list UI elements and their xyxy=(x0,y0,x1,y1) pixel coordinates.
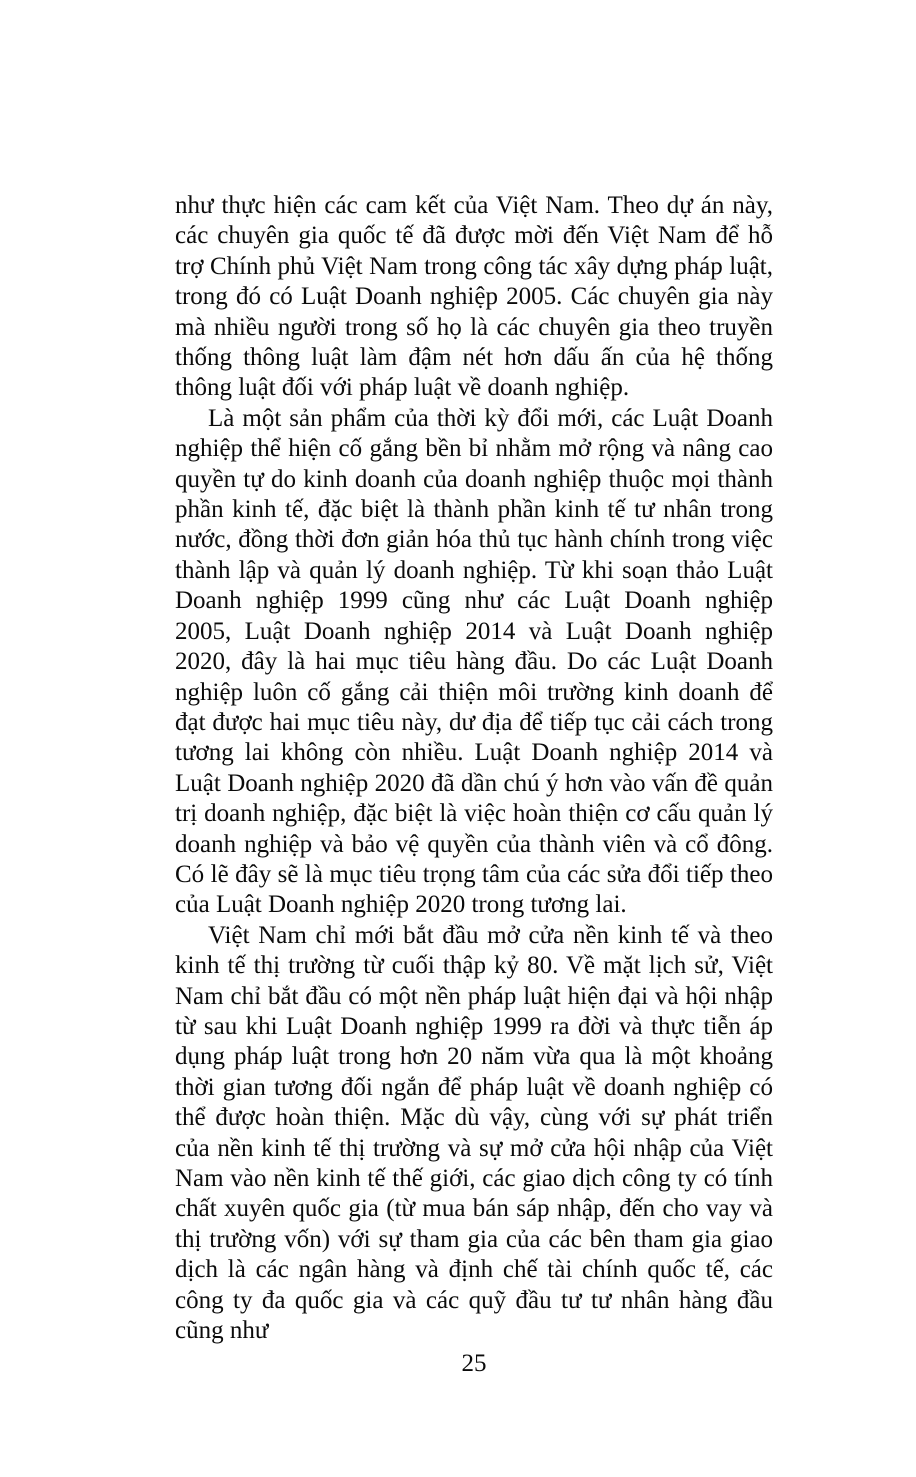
page-number: 25 xyxy=(461,1350,487,1377)
paragraph-viet-nam-mo-cua: Việt Nam chỉ mới bắt đầu mở cửa nền kinh tế và theo kinh tế thị trường từ cuối thập kỷ 80. Về mặt lịch sử, Việt Nam chỉ bắt đầu có một nền pháp luật hiện đại và hội nhập từ sau khi Luật Doanh nghiệp 1999 ra đời và thực tiễn áp dụng pháp luật trong hơn 20 năm vừa qua là một khoảng thời gian tương đối ngắn để pháp luật về doanh nghiệp có thể được hoàn thiện. Mặc dù vậy, cùng với sự phát triển của nền kinh tế thị trường và sự mở cửa hội nhập của Việt Nam vào nền kinh tế thế giới, các giao dịch công ty có tính chất xuyên quốc gia (từ mua bán sáp nhập, đến cho vay và thị trường vốn) với sự tham gia của các bên tham gia giao dịch là các ngân hàng và định chế tài chính quốc tế, các công ty đa quốc gia và các quỹ đầu tư tư nhân hàng đầu cũng như xyxy=(175,921,773,1345)
text-block xyxy=(175,191,773,1346)
paragraph-continuation: như thực hiện các cam kết của Việt Nam. Theo dự án này, các chuyên gia quốc tế đã được mời đến Việt Nam để hỗ trợ Chính phủ Việt Nam trong công tác xây dựng pháp luật, trong đó có Luật Doanh nghiệp 2005. Các chuyên gia này mà nhiều người trong số họ là các chuyên gia theo truyền thống thông luật làm đậm nét hơn dấu ấn của hệ thống thông luật đối với pháp luật về doanh nghiệp. xyxy=(175,192,773,402)
paragraph-doi-moi: Là một sản phẩm của thời kỳ đổi mới, các Luật Doanh nghiệp thể hiện cố gắng bền bỉ nhằm mở rộng và nâng cao quyền tự do kinh doanh của doanh nghiệp thuộc mọi thành phần kinh tế, đặc biệt là thành phần kinh tế tư nhân trong nước, đồng thời đơn giản hóa thủ tục hành chính trong việc thành lập và quản lý doanh nghiệp. Từ khi soạn thảo Luật Doanh nghiệp 1999 cũng như các Luật Doanh nghiệp 2005, Luật Doanh nghiệp 2014 và Luật Doanh nghiệp 2020, đây là hai mục tiêu hàng đầu. Do các Luật Doanh nghiệp luôn cố gắng cải thiện môi trường kinh doanh để đạt được hai mục tiêu này, dư địa để tiếp tục cải cách trong tương lai không còn nhiều. Luật Doanh nghiệp 2014 và Luật Doanh nghiệp 2020 đã dần chú ý hơn vào vấn đề quản trị doanh nghiệp, đặc biệt là việc hoàn thiện cơ cấu quản lý doanh nghiệp và bảo vệ quyền của thành viên và cổ đông. Có lẽ đây sẽ là mục tiêu trọng tâm của các sửa đổi tiếp theo của Luật Doanh nghiệp 2020 trong tương lai. xyxy=(175,404,773,919)
